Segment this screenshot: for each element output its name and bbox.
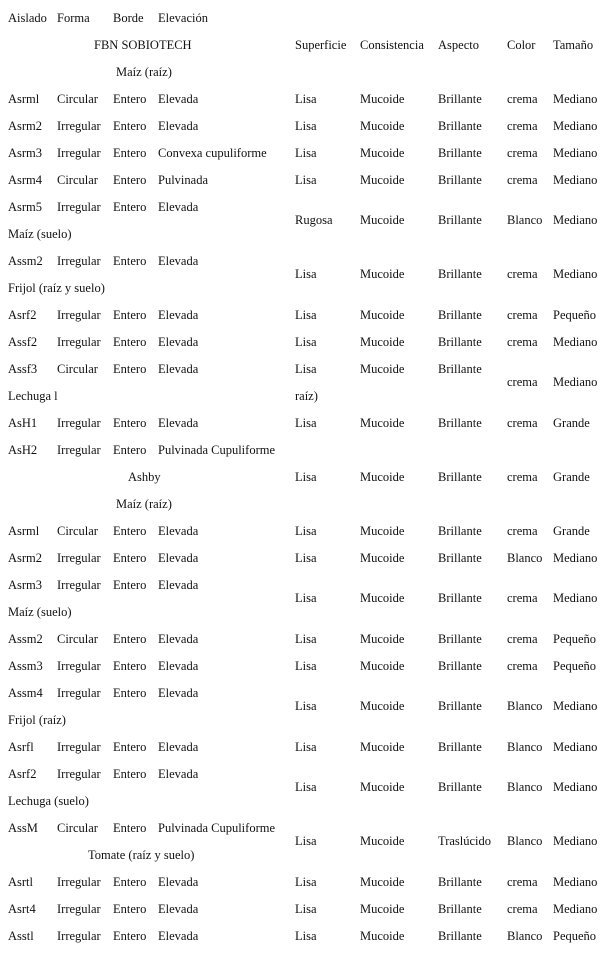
cell-forma: Circular [57, 92, 98, 106]
cell-superficie: Lisa [295, 92, 317, 106]
cell-superficie: Lisa [295, 308, 317, 322]
cell-borde: Entero [113, 308, 147, 322]
cell-borde: Entero [113, 578, 147, 592]
cell-forma: Irregular [57, 443, 101, 457]
cell-consistencia: Mucoide [360, 173, 405, 187]
cell-color: crema [507, 375, 538, 389]
cell-consistencia: Mucoide [360, 834, 405, 848]
cell-aislado: Asrm5 [8, 200, 43, 214]
cell-tamano: Mediano [553, 834, 598, 848]
header-tamano: Tamaño [553, 38, 594, 52]
section-lechuga-continuation: raíz) [295, 389, 318, 403]
cell-aislado: Asrml [8, 92, 40, 106]
cell-color: crema [507, 902, 538, 916]
cell-color: crema [507, 632, 538, 646]
cell-tamano: Mediano [553, 780, 598, 794]
cell-tamano: Grande [553, 524, 590, 538]
cell-elevacion: Elevada [158, 416, 199, 430]
cell-forma: Irregular [57, 578, 101, 592]
cell-elevacion: Convexa cupuliforme [158, 146, 267, 160]
section-tomate: Tomate (raíz y suelo) [88, 848, 195, 862]
cell-consistencia: Mucoide [360, 308, 405, 322]
cell-aislado: Asrml [8, 524, 40, 538]
cell-aislado: AsH2 [8, 443, 38, 457]
cell-elevacion: Elevada [158, 875, 199, 889]
cell-borde: Entero [113, 902, 147, 916]
section-maiz-suelo: Maíz (suelo) [8, 227, 72, 241]
cell-color: Blanco [507, 551, 543, 565]
cell-tamano: Mediano [553, 591, 598, 605]
cell-aspecto: Brillante [438, 699, 482, 713]
cell-tamano: Mediano [553, 740, 598, 754]
cell-consistencia: Mucoide [360, 213, 405, 227]
cell-superficie: Lisa [295, 929, 317, 943]
cell-consistencia: Mucoide [360, 875, 405, 889]
cell-borde: Entero [113, 524, 147, 538]
cell-aislado: Asrf2 [8, 767, 37, 781]
cell-tamano: Grande [553, 470, 590, 484]
cell-tamano: Mediano [553, 375, 598, 389]
cell-color: crema [507, 659, 538, 673]
cell-aislado: Asrtl [8, 875, 33, 889]
header-forma: Forma [57, 11, 90, 25]
cell-tamano: Mediano [553, 551, 598, 565]
cell-aspecto: Brillante [438, 780, 482, 794]
cell-forma: Irregular [57, 146, 101, 160]
cell-tamano: Mediano [553, 699, 598, 713]
cell-color: crema [507, 416, 538, 430]
cell-borde: Entero [113, 929, 147, 943]
cell-aspecto: Brillante [438, 524, 482, 538]
cell-superficie: Lisa [295, 659, 317, 673]
cell-aspecto: Brillante [438, 213, 482, 227]
cell-tamano: Mediano [553, 92, 598, 106]
cell-superficie: Lisa [295, 416, 317, 430]
cell-consistencia: Mucoide [360, 267, 405, 281]
cell-consistencia: Mucoide [360, 551, 405, 565]
cell-consistencia: Mucoide [360, 591, 405, 605]
cell-consistencia: Mucoide [360, 362, 405, 376]
cell-superficie: Lisa [295, 591, 317, 605]
cell-superficie: Lisa [295, 173, 317, 187]
cell-forma: Irregular [57, 767, 101, 781]
cell-borde: Entero [113, 767, 147, 781]
cell-borde: Entero [113, 173, 147, 187]
cell-aspecto: Brillante [438, 362, 482, 376]
cell-elevacion: Pulvinada Cupuliforme [158, 821, 275, 835]
cell-aspecto: Brillante [438, 335, 482, 349]
cell-elevacion: Pulvinada Cupuliforme [158, 443, 275, 457]
cell-elevacion: Elevada [158, 551, 199, 565]
cell-borde: Entero [113, 443, 147, 457]
cell-borde: Entero [113, 416, 147, 430]
cell-superficie: Lisa [295, 362, 317, 376]
cell-aislado: Assm2 [8, 254, 43, 268]
cell-forma: Irregular [57, 875, 101, 889]
header-elevacion: Elevación [158, 11, 208, 25]
cell-elevacion: Elevada [158, 362, 199, 376]
cell-superficie: Lisa [295, 902, 317, 916]
cell-consistencia: Mucoide [360, 146, 405, 160]
cell-aspecto: Brillante [438, 119, 482, 133]
cell-forma: Irregular [57, 929, 101, 943]
section-maiz-suelo: Maíz (suelo) [8, 605, 72, 619]
cell-tamano: Mediano [553, 267, 598, 281]
cell-color: crema [507, 119, 538, 133]
cell-aislado: Asrt4 [8, 902, 36, 916]
cell-aspecto: Brillante [438, 929, 482, 943]
cell-color: Blanco [507, 213, 543, 227]
cell-superficie: Lisa [295, 524, 317, 538]
cell-forma: Circular [57, 821, 98, 835]
cell-aislado: Assm2 [8, 632, 43, 646]
cell-forma: Irregular [57, 902, 101, 916]
cell-elevacion: Elevada [158, 308, 199, 322]
cell-elevacion: Elevada [158, 686, 199, 700]
cell-elevacion: Elevada [158, 767, 199, 781]
cell-borde: Entero [113, 200, 147, 214]
cell-borde: Entero [113, 632, 147, 646]
section-frijol-raiz-suelo: Frijol (raíz y suelo) [8, 281, 105, 295]
cell-tamano: Pequeño [553, 929, 597, 943]
cell-color: crema [507, 591, 538, 605]
cell-borde: Entero [113, 551, 147, 565]
cell-forma: Irregular [57, 335, 101, 349]
cell-aspecto: Brillante [438, 173, 482, 187]
cell-aspecto: Brillante [438, 902, 482, 916]
cell-color: Blanco [507, 699, 543, 713]
cell-elevacion: Elevada [158, 929, 199, 943]
cell-color: crema [507, 267, 538, 281]
cell-forma: Irregular [57, 254, 101, 268]
cell-consistencia: Mucoide [360, 470, 405, 484]
cell-forma: Irregular [57, 686, 101, 700]
cell-consistencia: Mucoide [360, 119, 405, 133]
cell-tamano: Mediano [553, 902, 598, 916]
header-consistencia: Consistencia [360, 38, 424, 52]
section-maiz-raiz: Maíz (raíz) [116, 65, 172, 79]
cell-superficie: Lisa [295, 335, 317, 349]
cell-aspecto: Brillante [438, 551, 482, 565]
cell-forma: Circular [57, 362, 98, 376]
cell-aislado: Asrm3 [8, 578, 43, 592]
header-borde: Borde [113, 11, 144, 25]
cell-superficie: Lisa [295, 551, 317, 565]
cell-superficie: Rugosa [295, 213, 333, 227]
section-lechuga-suelo: Lechuga (suelo) [8, 794, 89, 808]
cell-consistencia: Mucoide [360, 902, 405, 916]
cell-consistencia: Mucoide [360, 659, 405, 673]
cell-aislado: Asstl [8, 929, 34, 943]
cell-forma: Irregular [57, 416, 101, 430]
cell-borde: Entero [113, 875, 147, 889]
cell-aspecto: Brillante [438, 267, 482, 281]
cell-superficie: Lisa [295, 699, 317, 713]
cell-superficie: Lisa [295, 632, 317, 646]
cell-forma: Irregular [57, 659, 101, 673]
cell-borde: Entero [113, 740, 147, 754]
cell-forma: Irregular [57, 740, 101, 754]
cell-consistencia: Mucoide [360, 699, 405, 713]
cell-aspecto: Brillante [438, 308, 482, 322]
cell-aislado: Asrm2 [8, 119, 43, 133]
cell-aislado: Assf3 [8, 362, 38, 376]
cell-borde: Entero [113, 119, 147, 133]
cell-superficie: Lisa [295, 146, 317, 160]
cell-superficie: Lisa [295, 470, 317, 484]
cell-tamano: Pequeño [553, 632, 597, 646]
cell-aislado: Assm4 [8, 686, 43, 700]
header-aspecto: Aspecto [438, 38, 479, 52]
cell-elevacion: Elevada [158, 659, 199, 673]
cell-color: crema [507, 92, 538, 106]
cell-tamano: Mediano [553, 146, 598, 160]
cell-elevacion: Elevada [158, 578, 199, 592]
cell-superficie: Lisa [295, 834, 317, 848]
cell-aislado: Asrm3 [8, 146, 43, 160]
cell-aspecto: Brillante [438, 591, 482, 605]
section-lechuga: Lechuga l [8, 389, 58, 403]
cell-color: crema [507, 470, 538, 484]
cell-consistencia: Mucoide [360, 416, 405, 430]
cell-aislado: AsH1 [8, 416, 38, 430]
cell-aspecto: Brillante [438, 146, 482, 160]
cell-borde: Entero [113, 659, 147, 673]
cell-elevacion: Elevada [158, 632, 199, 646]
cell-elevacion: Elevada [158, 119, 199, 133]
section-ashby: Ashby [128, 470, 161, 484]
cell-aislado: Asrf2 [8, 308, 37, 322]
cell-elevacion: Elevada [158, 524, 199, 538]
cell-borde: Entero [113, 821, 147, 835]
cell-elevacion: Elevada [158, 200, 199, 214]
cell-aspecto: Brillante [438, 92, 482, 106]
cell-aspecto: Brillante [438, 875, 482, 889]
cell-aislado: AssM [8, 821, 38, 835]
cell-consistencia: Mucoide [360, 780, 405, 794]
cell-color: Blanco [507, 834, 543, 848]
cell-borde: Entero [113, 362, 147, 376]
cell-forma: Irregular [57, 308, 101, 322]
cell-elevacion: Pulvinada [158, 173, 208, 187]
cell-elevacion: Elevada [158, 335, 199, 349]
cell-elevacion: Elevada [158, 254, 199, 268]
cell-aislado: Assf2 [8, 335, 38, 349]
cell-borde: Entero [113, 254, 147, 268]
cell-color: crema [507, 308, 538, 322]
cell-borde: Entero [113, 686, 147, 700]
cell-tamano: Mediano [553, 335, 598, 349]
section-frijol-raiz: Frijol (raíz) [8, 713, 66, 727]
cell-tamano: Mediano [553, 173, 598, 187]
cell-superficie: Lisa [295, 780, 317, 794]
cell-aspecto: Brillante [438, 632, 482, 646]
cell-aspecto: Brillante [438, 659, 482, 673]
cell-superficie: Lisa [295, 119, 317, 133]
cell-superficie: Lisa [295, 740, 317, 754]
cell-color: Blanco [507, 929, 543, 943]
cell-aspecto: Brillante [438, 416, 482, 430]
cell-aislado: Asrm4 [8, 173, 43, 187]
cell-color: crema [507, 524, 538, 538]
cell-color: crema [507, 875, 538, 889]
cell-color: Blanco [507, 780, 543, 794]
cell-color: crema [507, 146, 538, 160]
cell-elevacion: Elevada [158, 740, 199, 754]
section-maiz-raiz: Maíz (raíz) [116, 497, 172, 511]
cell-consistencia: Mucoide [360, 929, 405, 943]
cell-aspecto: Traslúcido [438, 834, 492, 848]
cell-forma: Irregular [57, 119, 101, 133]
cell-consistencia: Mucoide [360, 92, 405, 106]
cell-borde: Entero [113, 146, 147, 160]
cell-superficie: Lisa [295, 875, 317, 889]
cell-consistencia: Mucoide [360, 632, 405, 646]
cell-color: Blanco [507, 740, 543, 754]
cell-tamano: Grande [553, 416, 590, 430]
cell-aislado: Assm3 [8, 659, 43, 673]
cell-borde: Entero [113, 92, 147, 106]
cell-aislado: Asrm2 [8, 551, 43, 565]
cell-consistencia: Mucoide [360, 335, 405, 349]
cell-consistencia: Mucoide [360, 524, 405, 538]
section-fbn-sobiotech: FBN SOBIOTECH [94, 38, 192, 52]
cell-forma: Circular [57, 524, 98, 538]
cell-borde: Entero [113, 335, 147, 349]
cell-aspecto: Brillante [438, 470, 482, 484]
cell-forma: Irregular [57, 200, 101, 214]
cell-color: crema [507, 335, 538, 349]
cell-consistencia: Mucoide [360, 740, 405, 754]
cell-superficie: Lisa [295, 267, 317, 281]
cell-tamano: Mediano [553, 875, 598, 889]
header-superficie: Superficie [295, 38, 347, 52]
cell-tamano: Pequeño [553, 308, 597, 322]
cell-forma: Circular [57, 632, 98, 646]
header-aislado: Aislado [8, 11, 47, 25]
header-color: Color [507, 38, 536, 52]
cell-elevacion: Elevada [158, 902, 199, 916]
cell-aislado: Asrfl [8, 740, 34, 754]
cell-elevacion: Elevada [158, 92, 199, 106]
cell-tamano: Mediano [553, 213, 598, 227]
cell-tamano: Pequeño [553, 659, 597, 673]
cell-aspecto: Brillante [438, 740, 482, 754]
cell-forma: Irregular [57, 551, 101, 565]
cell-color: crema [507, 173, 538, 187]
cell-forma: Circular [57, 173, 98, 187]
cell-tamano: Mediano [553, 119, 598, 133]
